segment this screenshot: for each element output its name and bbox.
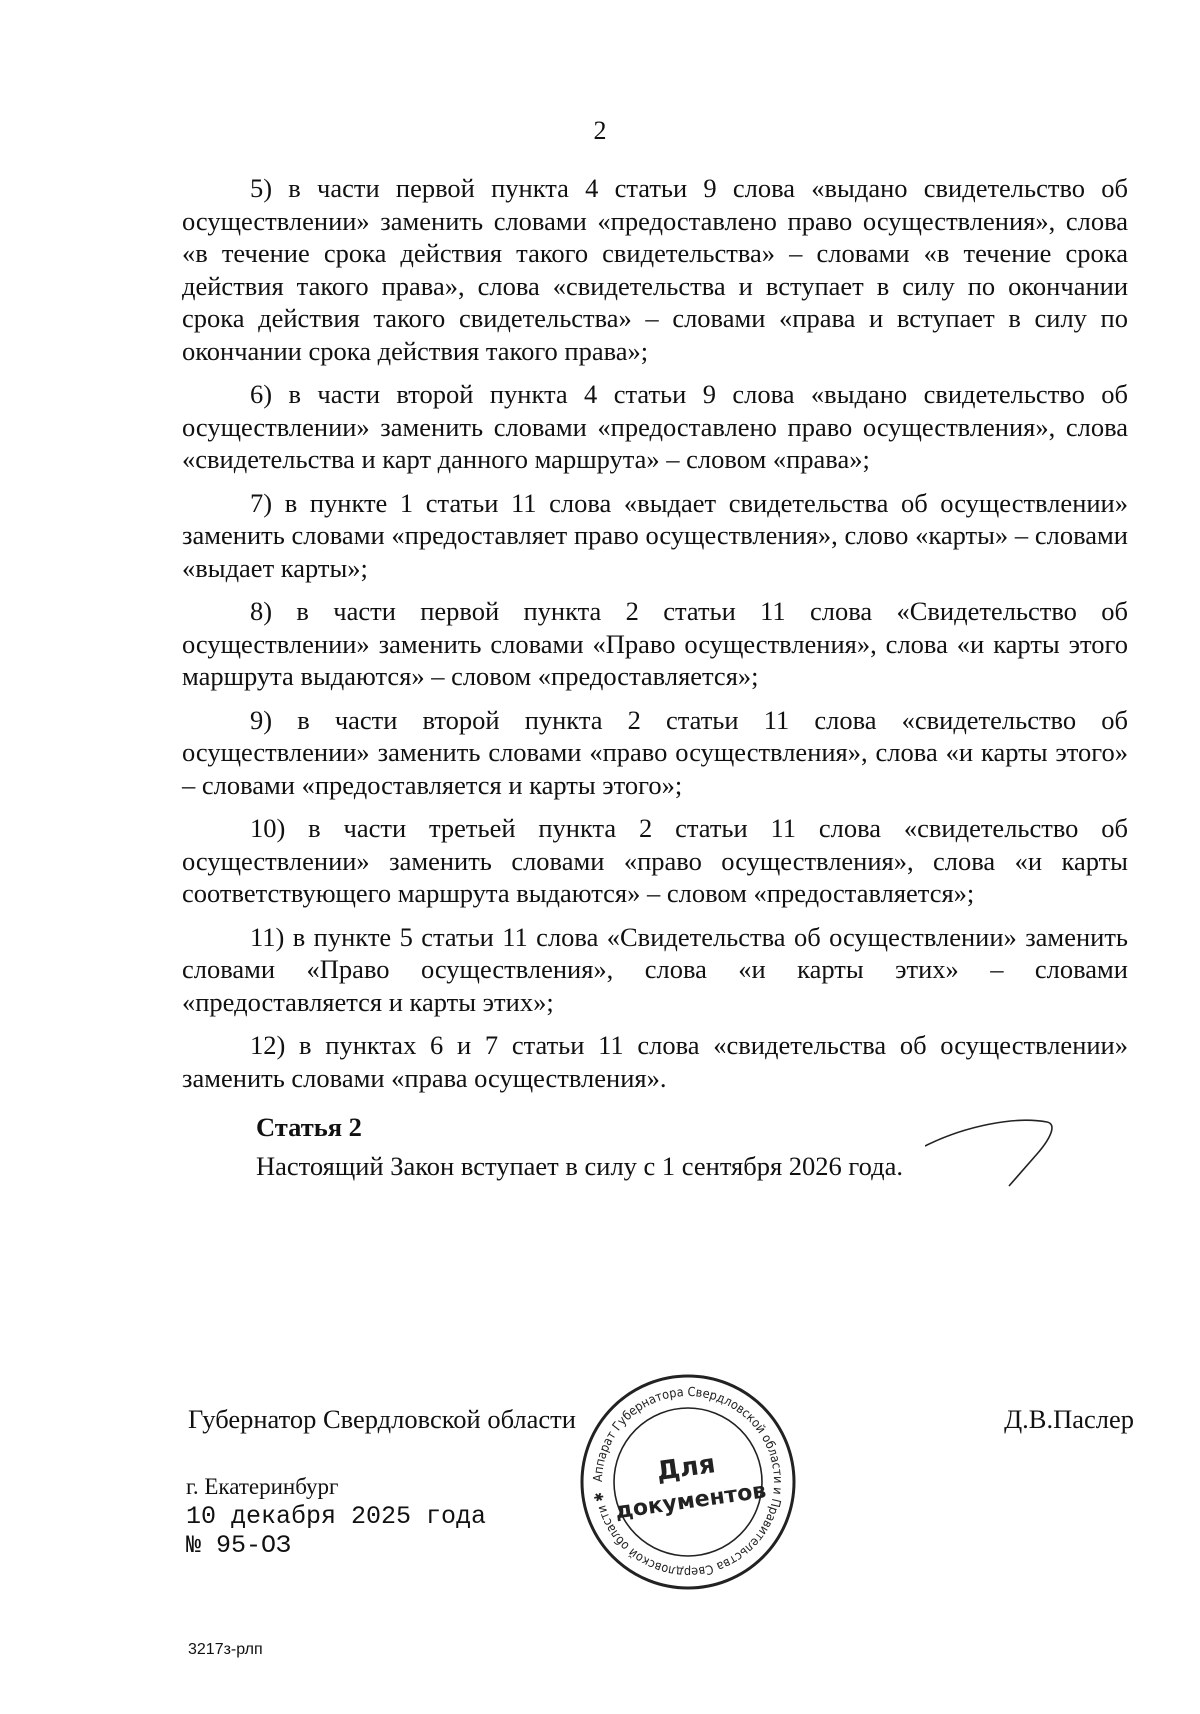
amendment-item: 9) в части второй пункта 2 статьи 11 слова «свидетельство об осуществлении» заменить словами «право осуществления», слова «и карты этого» – словами «предоставляется и карты этого»; [182,704,1128,800]
law-date: 10 декабря 2025 года [186,1502,487,1531]
governor-title: Губернатор Свердловской области [188,1404,576,1434]
stamp-center-line1: Для [654,1449,718,1488]
official-stamp [578,1372,798,1592]
document-code: 3217з-рлп [188,1641,263,1658]
page-number: 2 [593,116,607,145]
stamp-ring-text: Аппарат Губернатора Свердловской области и Правительства Свердловской области ✱ [589,1383,787,1581]
amendment-item: 6) в части второй пункта 4 статьи 9 слова «выдано свидетельство об осуществлении» заменить словами «предоставлено право осуществления», слова «свидетельства и карт данного маршрута» – словом «права»; [182,379,1128,474]
city-line: г. Екатеринбург [186,1474,339,1499]
signoff-pen-stroke [925,1116,1065,1196]
governor-name: Д.В.Паслер [1004,1404,1134,1434]
amendments-list [182,172,1128,1105]
stamp-center-line2: документов [613,1478,768,1525]
law-number: № 95-ОЗ [186,1531,292,1560]
amendment-item: 10) в части третьей пункта 2 статьи 11 слова «свидетельство об осуществлении» заменить словами «право осуществления», слова «и карты соответствующего маршрута выдаются» – словом «предоставляется»; [182,813,1128,908]
amendment-item: 7) в пункте 1 статьи 11 слова «выдает свидетельства об осуществлении» заменить словами «предоставляет право осуществления», слово «карты» – словами «выдает карты»; [182,487,1128,583]
article-text: Настоящий Закон вступает в силу с 1 сентября 2026 года. [256,1151,903,1181]
amendment-item: 8) в части первой пункта 2 статьи 11 слова «Свидетельство об осуществлении» заменить словами «Право осуществления», слова «и карты этого маршрута выдаются» – словом «предоставляется»; [182,596,1128,691]
amendment-item: 11) в пункте 5 статьи 11 слова «Свидетельства об осуществлении» заменить словами «Право осуществления», слова «и карты этих» – словами «предоставляется и карты этих»; [182,921,1128,1017]
amendment-item: 5) в части первой пункта 4 статьи 9 слова «выдано свидетельство об осуществлении» заменить словами «предоставлено право осуществления», слова «в течение срока действия такого свидетельства» – словами «в течение срока действия такого права», слова «свидетельства и вступает в силу по окончании срока действия такого свидетельства» – словами «права и вступает в силу по окончании срока действия такого права»; [182,173,1128,366]
article-heading: Статья 2 [256,1112,362,1142]
amendment-item: 12) в пунктах 6 и 7 статьи 11 слова «свидетельства об осуществлении» заменить словами «права осуществления». [182,1030,1128,1093]
